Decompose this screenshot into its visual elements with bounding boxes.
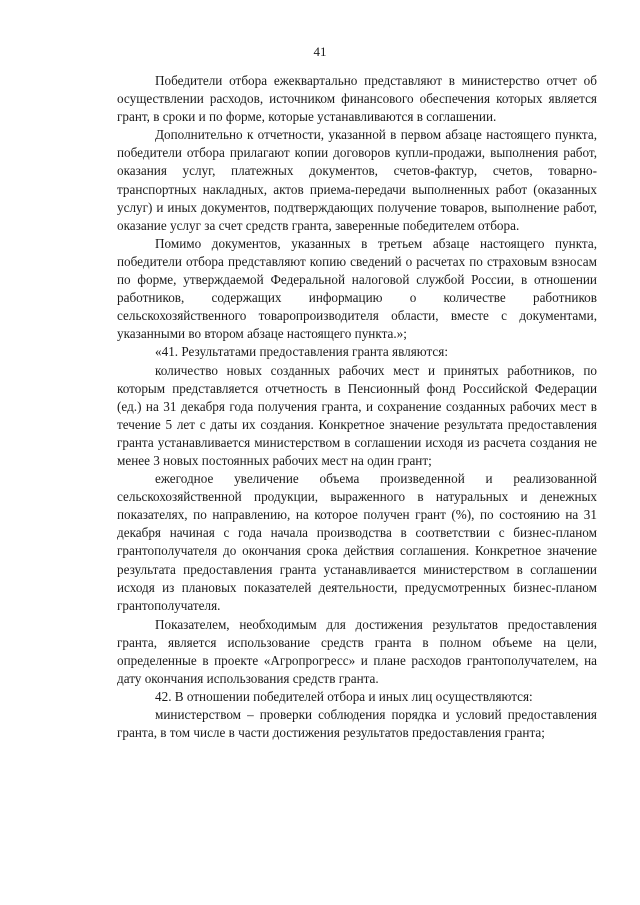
paragraph-quarterly-report: Победители отбора ежеквартально представляют в министерство отчет об осуществлении расходов, источником финансового обеспечения которых является грант, в сроки и по форме, которые устанавливаются в соглашении.	[117, 73, 597, 125]
paragraph-item-41-heading: «41. Результатами предоставления гранта являются:	[155, 344, 448, 360]
page-number: 41	[313, 44, 327, 59]
paragraph-insurance-contributions: Помимо документов, указанных в третьем абзаце настоящего пункта, победители отбора представляют копию сведений о расчетах по страховым взносам по форме, утверждаемой Федеральной налоговой службой России, в отношении работников, содержащих информацию о количестве работников сельскохозяйственного товаропроизводителя области, вместе с документами, указанными во втором абзаце настоящего пункта.»;	[117, 235, 597, 342]
paragraph-attached-documents: Дополнительно к отчетности, указанной в первом абзаце настоящего пункта, победители отбора прилагают копии договоров купли-продажи, выполнения работ, оказания услуг, платежных документов, счетов-фактур, счетов, товарно-транспортных накладных, актов приема-передачи выполненных работ (оказанных услуг) и иных документов, подтверждающих получение товаров, выполнение работ, оказание услуг за счет средств гранта, заверенные победителем отбора.	[117, 127, 597, 233]
paragraph-new-jobs-result: количество новых созданных рабочих мест и принятых работников, по которым представляется отчетность в Пенсионный фонд Российской Федерации (ед.) на 31 декабря года получения гранта, и сохранение созданных рабочих мест в течение 5 лет с даты их создания. Конкретное значение результата предоставления гранта устанавливается министерством в соглашении исходя из расчета создания не менее 3 новых постоянных рабочих мест на один грант;	[117, 362, 597, 468]
paragraph-ministry-checks: министерством – проверки соблюдения порядка и условий предоставления гранта, в том числе в части достижения результатов предоставления гранта;	[117, 707, 597, 741]
paragraph-item-42-heading: 42. В отношении победителей отбора и иных лиц осуществляются:	[155, 689, 533, 705]
paragraph-production-growth-result: ежегодное увеличение объема произведенной и реализованной сельскохозяйственной продукции, выраженного в натуральных и денежных показателях, по направлению, на которое получен грант (%), по состоянию на 31 декабря начиная с года начала производства в соответствии с бизнес-планом грантополучателя до окончания срока действия соглашения. Конкретное значение результата предоставления гранта устанавливается министерством в соглашении исходя из плановых показателей деятельности, предусмотренных бизнес-планом грантополучателя.	[117, 471, 597, 613]
paragraph-grant-indicator: Показателем, необходимым для достижения результатов предоставления гранта, является использование средств гранта в полном объеме на цели, определенные в проекте «Агропрогресс» и плане расходов грантополучателем, на дату окончания использования средств гранта.	[117, 616, 597, 687]
document-body	[117, 72, 597, 742]
